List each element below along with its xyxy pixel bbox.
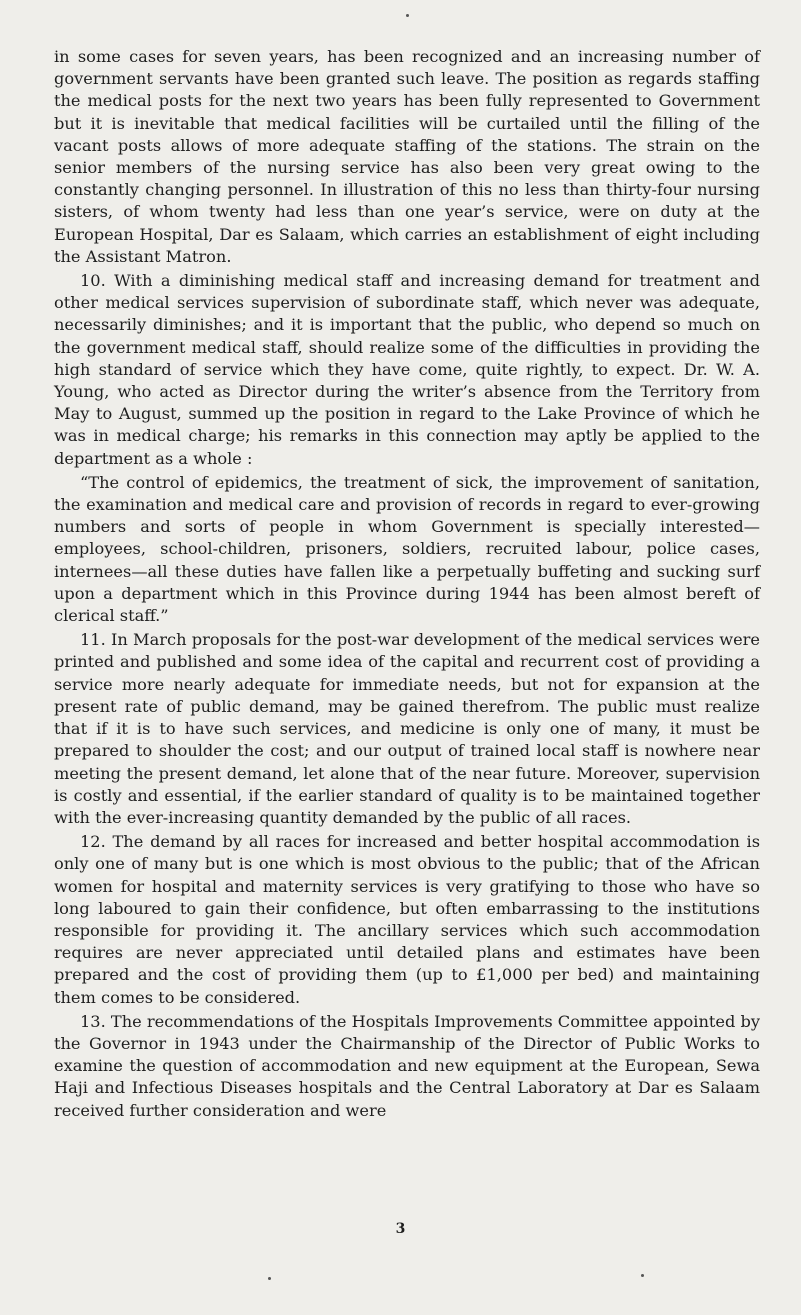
block-quote: “The control of epidemics, the treatment of sick, the improvement of sanitation, the examination and medical care and provision of records in regard to ever-growing numbers and sorts of people in whom Government is specially interested—employees, school-children, prisoners, soldiers, recruited labour, police cases, internees—all these duties have fallen like a perpetually buffeting and sucking surf upon a department which in this Province during 1944 has been almost bereft of clerical staff.” [54,472,760,626]
scan-speck [641,1274,644,1277]
paragraph-10: 10. With a diminishing medical staff and increasing demand for treatment and other medical services supervision of subordinate staff, which never was adequate, necessarily diminishes; and it is important that the public, who depend so much on the government medical staff, should realize some of the difficulties in providing the high standard of service which they have come, quite rightly, to expect. Dr. W. A. Young, who acted as Director during the writer’s absence from the Territory from May to August, summed up the position in regard to the Lake Province of which he was in medical charge; his remarks in this connection may aptly be applied to the department as a whole : [54,271,760,468]
scan-speck [268,1277,271,1280]
paragraph-continuation: in some cases for seven years, has been recognized and an increasing number of government servants have been granted such leave. The position as regards staffing the medical posts for the next two years has been fully represented to Government but it is inevitable that medical facilities will be curtailed until the filling of the vacant posts allows of more adequate staffing of the stations. The strain on the senior members of the nursing service has also been very great owing to the constantly changing personnel. In illustration of this no less than thirty-four nursing sisters, of whom twenty had less than one year’s service, were on duty at the European Hospital, Dar es Salaam, which carries an establishment of eight including the Assistant Matron. [54,47,760,266]
page-number: 3 [395,1221,406,1237]
paragraph-11: 11. In March proposals for the post-war development of the medical services were printed and published and some idea of the capital and recurrent cost of providing a service more nearly adequate for immediate needs, but not for expansion at the present rate of public demand, may be gained therefrom. The public must realize that if it is to have such services, and medicine is only one of many, it must be prepared to shoulder the cost; and our output of trained local staff is nowhere near meeting the present demand, let alone that of the near future. Moreover, supervision is costly and essential, if the earlier standard of quality is to be maintained together with the ever-increasing quantity demanded by the public of all races. [54,630,760,827]
paragraph-12: 12. The demand by all races for increased and better hospital accommodation is only one of many but is one which is most obvious to the public; that of the African women for hospital and maternity services is very gratifying to those who have so long laboured to gain their confidence, but often embarrassing to the institutions responsible for providing it. The ancillary services which such accommodation requires are never appreciated until detailed plans and estimates have been prepared and the cost of providing them (up to £1,000 per bed) and maintaining them comes to be considered. [54,832,760,1007]
body-text [54,46,760,1124]
paragraph-13: 13. The recommendations of the Hospitals Improvements Committee appointed by the Governor in 1943 under the Chairmanship of the Director of Public Works to examine the question of accommodation and new equipment at the European, Sewa Haji and Infectious Diseases hospitals and the Central Laboratory at Dar es Salaam received further consideration and were [54,1011,760,1120]
scan-speck [406,14,409,17]
